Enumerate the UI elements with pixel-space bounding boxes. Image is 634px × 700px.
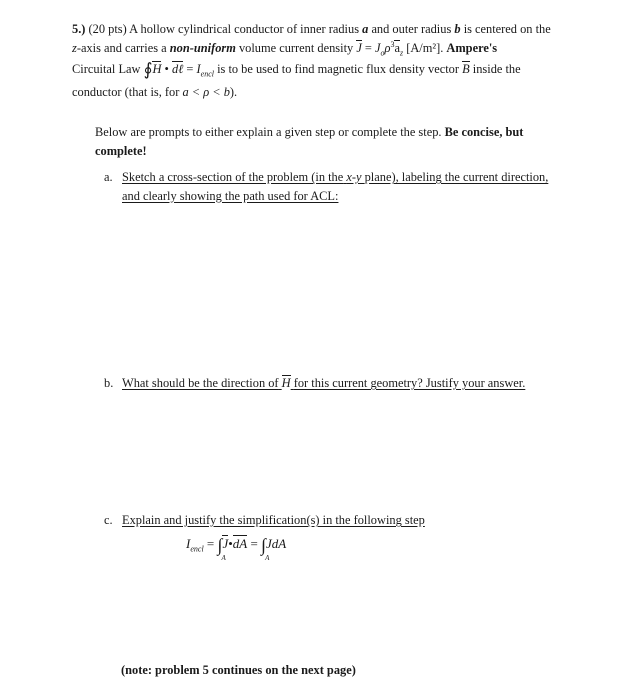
vector-h: H	[282, 374, 291, 393]
part-c	[104, 511, 554, 530]
part-a-text: Sketch a cross-section of the problem (in the	[122, 170, 344, 184]
current-i: I	[186, 536, 191, 551]
enclosed-current-equation	[186, 532, 287, 562]
rho: ρ	[384, 40, 391, 55]
problem-text: Circuital Law	[72, 62, 141, 77]
integral-limit-a: A	[221, 553, 226, 562]
problem-text: ).	[229, 84, 238, 99]
dot-operator: •	[228, 536, 233, 551]
prompts-text: Below are prompts to either explain a given step or complete the step.	[95, 125, 442, 139]
j0: J	[375, 40, 381, 55]
problem-number: 5.)	[72, 22, 86, 36]
integral-limit-a: A	[265, 553, 270, 562]
problem-line-3	[72, 57, 572, 83]
vector-j: J	[222, 534, 228, 554]
part-b-label: b.	[104, 376, 114, 390]
problem-5-statement	[72, 20, 572, 101]
subscript-encl: encl	[200, 69, 214, 79]
problem-line-4	[72, 83, 572, 102]
current-i: I	[196, 62, 201, 77]
jda-term: JdA	[266, 536, 287, 551]
part-b-question	[122, 376, 525, 390]
contour-integral-icon: ∮	[143, 60, 153, 80]
units: [A/m²].	[406, 40, 444, 55]
problem-text: volume current density	[238, 40, 354, 55]
part-a-label: a.	[104, 170, 113, 184]
var-b: b	[454, 22, 461, 36]
part-c-question: Explain and justify the simplification(s) in the following step	[122, 513, 425, 527]
part-b	[104, 374, 554, 393]
xy-plane: x-y	[346, 170, 362, 184]
problem-text: and outer radius	[371, 22, 452, 36]
part-b-text: What should be the direction of	[122, 376, 279, 390]
subscript-o: o	[380, 48, 385, 58]
var-z: z	[72, 40, 77, 55]
prompts-instructions	[95, 123, 545, 160]
exponent-3: 3	[390, 39, 395, 49]
part-a	[104, 168, 554, 205]
part-b-text: for this current geometry? Justify your answer.	[293, 376, 526, 390]
var-a: a	[362, 22, 369, 36]
vector-da: dA	[233, 534, 247, 554]
continuation-note: (note: problem 5 continues on the next page)	[121, 663, 356, 677]
integral-icon: ∫ A	[217, 535, 226, 562]
subscript-encl: encl	[190, 544, 204, 554]
problem-text: A hollow cylindrical conductor of inner radius	[129, 22, 360, 36]
equals-sign: =	[361, 40, 376, 55]
dot-operator: •	[161, 62, 172, 77]
vector-j: J	[356, 39, 362, 58]
problem-line-1	[72, 20, 572, 39]
problem-text: is to be used to find magnetic flux density vector	[217, 62, 459, 77]
equals-sign: =	[183, 62, 197, 77]
problem-text: is centered on the	[463, 22, 551, 36]
part-a-line-2: and clearly showing the path used for ACL:	[122, 188, 339, 203]
radius-condition: a < ρ < b	[182, 84, 230, 99]
integral-icon: ∫ A	[261, 535, 270, 562]
vector-h: H	[152, 60, 161, 79]
part-c-label: c.	[104, 513, 113, 527]
non-uniform-emphasis: non-uniform	[169, 40, 236, 55]
problem-text: inside the	[472, 62, 521, 77]
problem-text: conductor (that is, for	[72, 84, 180, 99]
subscript-z: z	[399, 48, 404, 58]
equals-sign: =	[203, 536, 218, 551]
problem-line-2	[72, 39, 572, 58]
part-a-text: plane), labeling the current direction,	[364, 170, 549, 184]
part-a-line-1	[122, 170, 548, 184]
problem-text: -axis and carries a	[76, 40, 167, 55]
equals-sign: =	[247, 536, 262, 551]
amperes-label: Ampere's	[446, 40, 498, 55]
problem-points: (20 pts)	[88, 22, 127, 36]
vector-b: B	[462, 60, 470, 79]
unit-vector-a: a	[394, 39, 400, 58]
prompts-emphasis: Be concise, but complete!	[95, 125, 524, 158]
vector-dl: dℓ	[172, 60, 183, 79]
